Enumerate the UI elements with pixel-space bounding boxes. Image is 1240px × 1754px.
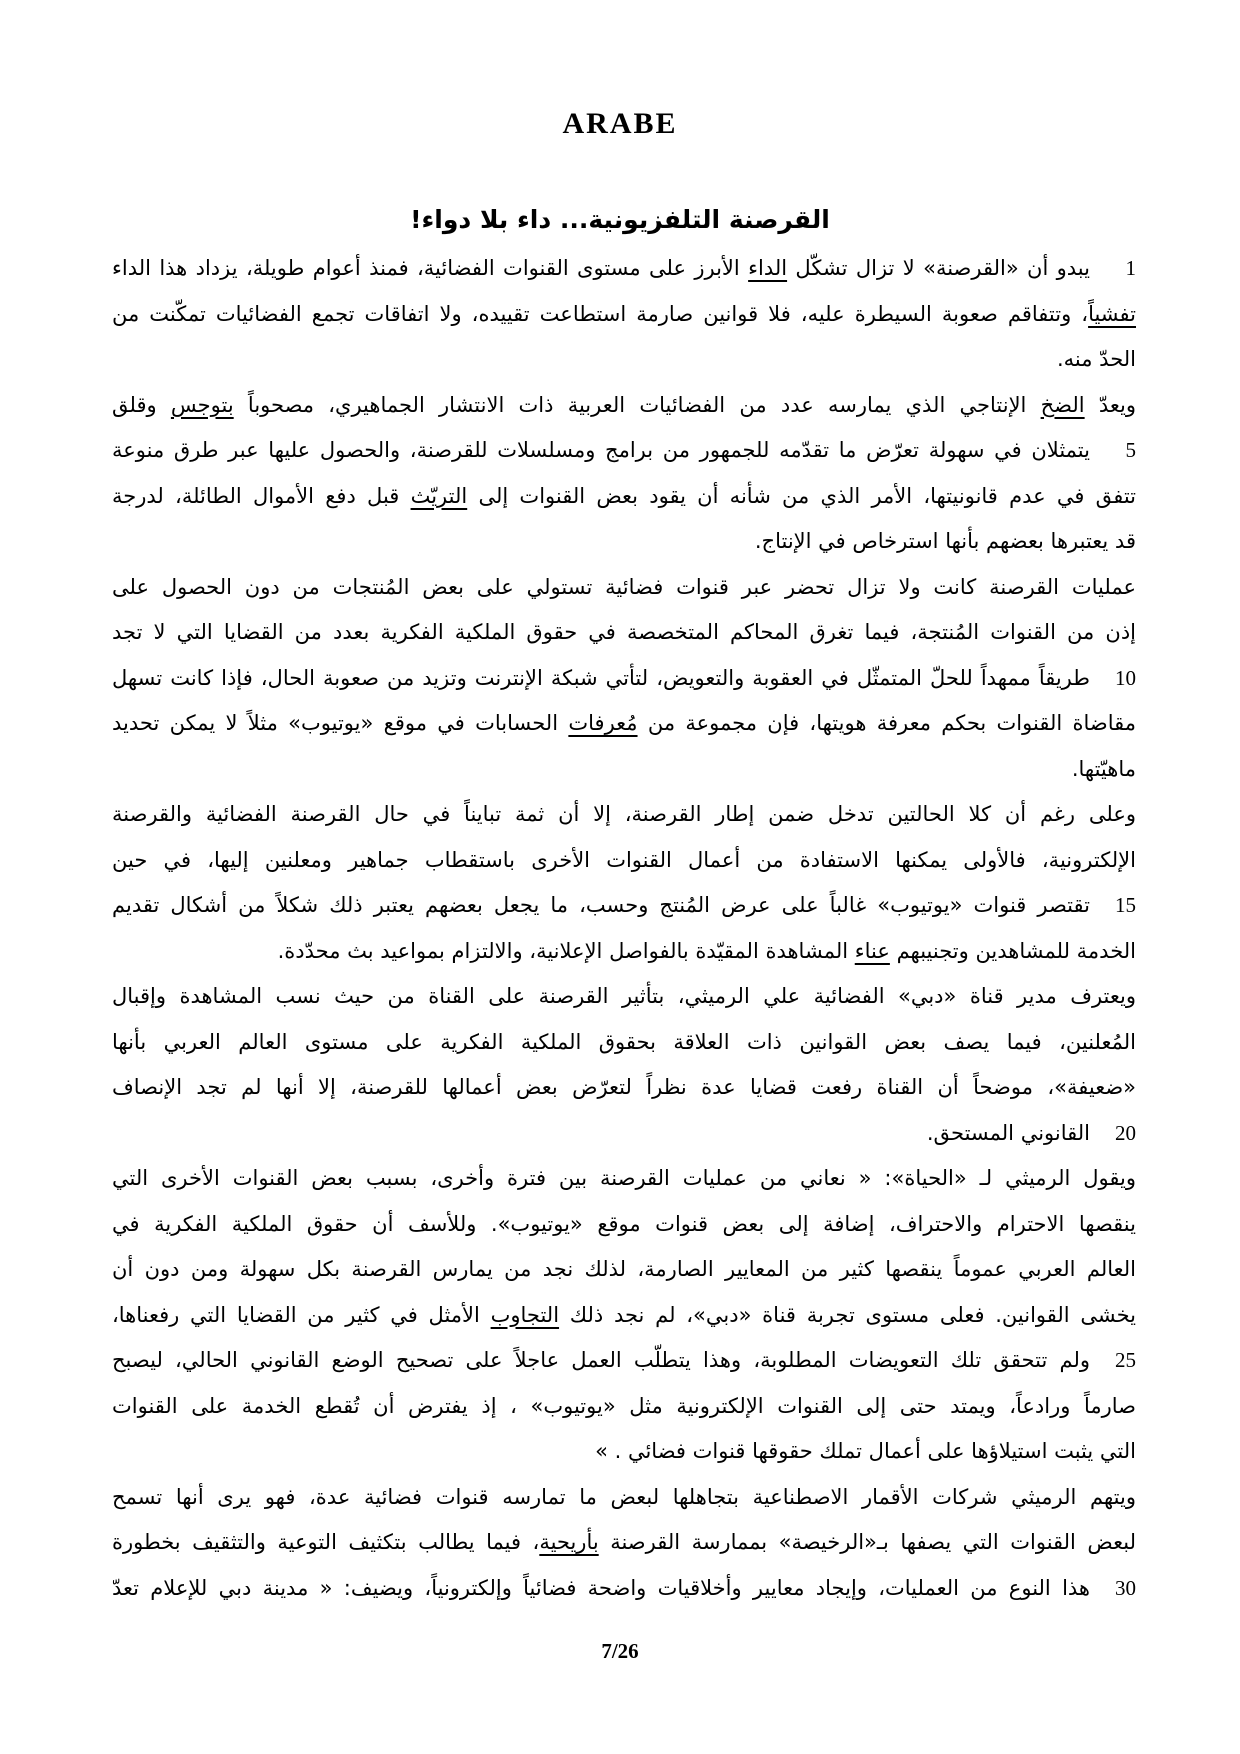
underlined-word: تفشياً	[1088, 301, 1136, 326]
text-segment: عمليات القرصنة كانت ولا تزال تحضر عبر قنوات فضائية تستولي على بعض المُنتجات من دون الحصول على	[112, 574, 1136, 599]
text-segment: «ضعيفة»، موضحاً أن القناة رفعت قضايا عدة نظراً لتعرّض بعض أعمالها للقرصنة، إلا أنها لم تجد الإنصاف	[112, 1075, 1136, 1099]
text-line	[112, 1020, 1136, 1066]
text-line	[112, 974, 1136, 1020]
text-segment: القانوني المستحق.	[926, 1120, 1090, 1145]
line-text	[112, 1065, 1136, 1111]
line-text	[112, 1384, 1136, 1430]
line-text	[112, 1293, 1136, 1339]
text-line	[112, 428, 1136, 474]
text-segment: يبدو أن «القرصنة» لا تزال تشكّل	[787, 256, 1090, 280]
text-line	[112, 337, 1136, 383]
text-line	[112, 1338, 1136, 1384]
text-line	[112, 929, 1136, 975]
line-text	[112, 747, 1136, 793]
underlined-word: الداء	[748, 256, 788, 280]
text-segment: يتمثلان في سهولة تعرّض ما تقدّمه للجمهور من برامج ومسلسلات للقرصنة، والحصول عليها عبر طرق منوعة	[112, 438, 1090, 462]
text-line	[112, 474, 1136, 520]
underlined-word: التجاوب	[490, 1302, 560, 1327]
line-text	[112, 1247, 1136, 1293]
text-segment: ولم تتحقق تلك التعويضات المطلوبة، وهذا يتطلّب العمل عاجلاً على تصحيح الوضع القانوني الحالي، ليصبح	[112, 1348, 1090, 1372]
text-segment: ماهيّتها.	[1071, 756, 1136, 781]
text-line	[112, 1384, 1136, 1430]
text-line	[112, 838, 1136, 884]
text-line	[112, 1202, 1136, 1248]
line-text	[112, 883, 1090, 929]
text-line	[112, 1566, 1136, 1612]
line-number: 5	[1125, 438, 1136, 462]
text-segment: إذن من القنوات المُنتجة، فيما تغرق المحاكم المتخصصة في حقوق الملكية الفكرية بعدد من القضايا التي لا تجد	[112, 620, 1136, 644]
text-segment: المُعلنين، فيما يصف بعض القوانين ذات العلاقة بحقوق الملكية الفكرية على مستوى العالم العربي بأنها	[112, 1029, 1136, 1054]
text-line	[112, 792, 1136, 838]
underlined-word: عناء	[854, 938, 890, 963]
text-segment: هذا النوع من العمليات، وإيجاد معايير وأخلاقيات واضحة فضائياً وإلكترونياً، ويضيف: « مدينة دبي للإعلام تعدّ	[112, 1575, 1090, 1600]
text-line	[112, 747, 1136, 793]
text-line	[112, 1111, 1136, 1157]
line-number: 1	[1125, 256, 1136, 280]
underlined-word: التريّث	[410, 483, 468, 508]
text-segment: الإلكترونية، فالأولى يمكنها الاستفادة من أعمال القنوات الأخرى باستقطاب جماهير ومعلنين إليها، في حين	[112, 847, 1136, 872]
line-text	[112, 701, 1136, 747]
line-text	[112, 1338, 1090, 1384]
text-segment: الخدمة للمشاهدين وتجنيبهم	[889, 938, 1136, 963]
underlined-word: مُعرفات	[568, 711, 638, 735]
text-segment: قد يعتبرها بعضهم بأنها استرخاص في الإنتاج.	[754, 529, 1136, 553]
text-segment: يخشى القوانين. فعلى مستوى تجربة قناة «دبي»، لم نجد ذلك	[559, 1302, 1136, 1327]
underlined-word: بتوجس	[170, 392, 234, 417]
text-segment: الأبرز على مستوى القنوات الفضائية، فمنذ أعوام طويلة، يزداد هذا الداء	[112, 256, 749, 280]
text-segment: الأمثل في كثير من القضايا التي رفعناها،	[112, 1302, 491, 1327]
text-segment: قبل دفع الأموال الطائلة، لدرجة	[112, 483, 411, 508]
text-segment: تتفق في عدم قانونيتها، الأمر الذي من شأنه أن يقود بعض القنوات إلى	[467, 483, 1136, 508]
text-segment: تقتصر قنوات «يوتيوب» غالباً على عرض المُنتج وحسب، ما يجعل بعضهم يعتبر ذلك شكلاً من أشكال تقديم	[112, 893, 1090, 917]
line-text	[112, 474, 1136, 520]
page-title: ARABE	[562, 107, 678, 140]
text-line	[112, 610, 1136, 656]
article-title: القرصنة التلفزيونية... داء بلا دواء!	[410, 205, 830, 234]
line-text	[112, 838, 1136, 884]
text-segment: التي يثبت استيلاؤها على أعمال تملك حقوقها قنوات فضائي . »	[595, 1439, 1136, 1463]
line-text	[112, 1020, 1136, 1066]
text-segment: ينقصها الاحترام والاحتراف، إضافة إلى بعض قنوات موقع «يوتيوب». وللأسف أن حقوق الملكية الفكرية في	[112, 1211, 1136, 1236]
line-text	[112, 792, 1136, 838]
text-segment: لبعض القنوات التي يصفها بـ«الرخيصة» بممارسة القرصنة	[598, 1530, 1136, 1554]
line-number: 15	[1115, 893, 1136, 917]
text-line	[112, 1247, 1136, 1293]
text-line	[112, 701, 1136, 747]
text-segment: طريقاً ممهداً للحلّ المتمثّل في العقوبة والتعويض، لتأتي شبكة الإنترنت وتزيد من صعوبة الحال، فإذا كانت تسهل	[112, 665, 1090, 690]
text-line	[112, 656, 1136, 702]
text-segment: صارماً ورادعاً، ويمتد حتى إلى القنوات الإلكترونية مثل «يوتيوب» ، إذ يفترض أن تُقطع الخدمة على القنوات	[112, 1393, 1136, 1418]
text-segment: ويعترف مدير قناة «دبي» الفضائية علي الرميثي، بتأثير القرصنة على القناة من حيث نسب المشاهدة وإقبال	[112, 984, 1136, 1008]
text-line	[112, 565, 1136, 611]
text-line	[112, 1520, 1136, 1566]
text-segment: الحدّ منه.	[1056, 347, 1136, 371]
text-segment: ويقول الرميثي لـ «الحياة»: « نعاني من عمليات القرصنة بين فترة وأخرى، بسبب بعض القنوات الأخرى التي	[112, 1166, 1136, 1190]
line-text	[112, 1429, 1136, 1475]
line-text	[112, 1566, 1090, 1612]
text-line	[112, 1156, 1136, 1202]
line-text	[112, 929, 1136, 975]
text-line	[112, 519, 1136, 565]
line-text	[112, 656, 1090, 702]
text-line	[112, 1429, 1136, 1475]
text-segment: وعلى رغم أن كلا الحالتين تدخل ضمن إطار القرصنة، إلا أن ثمة تبايناً في حال القرصنة الفضائية والقرصنة	[112, 802, 1136, 826]
text-segment: المشاهدة المقيّدة بالفواصل الإعلانية، والالتزام بمواعيد بث محدّدة.	[277, 938, 855, 963]
line-text	[112, 383, 1136, 429]
line-text	[112, 428, 1090, 474]
text-line	[112, 1475, 1136, 1521]
line-text	[112, 337, 1136, 383]
line-number: 10	[1115, 665, 1136, 690]
text-line	[112, 883, 1136, 929]
line-text	[112, 519, 1136, 565]
text-segment: ويعدّ	[1084, 392, 1136, 417]
line-text	[112, 246, 1090, 292]
text-line	[112, 383, 1136, 429]
text-line	[112, 292, 1136, 338]
line-text	[112, 610, 1136, 656]
text-segment: الإنتاجي الذي يمارسه عدد من الفضائيات العربية ذات الانتشار الجماهيري، مصحوباً	[233, 392, 1041, 417]
text-segment: ويتهم الرميثي شركات الأقمار الاصطناعية بتجاهلها لبعض ما تمارسه قنوات فضائية عدة، فهو يرى أنها تسمح	[112, 1484, 1136, 1509]
text-line	[112, 246, 1136, 292]
text-segment: مقاضاة القنوات بحكم معرفة هويتها، فإن مجموعة من	[637, 711, 1136, 735]
text-line	[112, 1065, 1136, 1111]
text-line	[112, 1293, 1136, 1339]
line-text	[112, 1156, 1136, 1202]
line-number: 25	[1115, 1348, 1136, 1372]
text-segment: وقلق	[112, 392, 171, 417]
line-text	[112, 1520, 1136, 1566]
line-text	[112, 565, 1136, 611]
line-text	[112, 974, 1136, 1020]
page-number: 7/26	[601, 1639, 639, 1663]
line-number: 30	[1115, 1575, 1136, 1600]
line-text	[112, 1202, 1136, 1248]
line-text	[112, 1111, 1090, 1157]
text-segment: ، وتتفاقم صعوبة السيطرة عليه، فلا قوانين صارمة استطاعت تقييده، ولا اتفاقات تجمع الفضائيات تمكّنت من	[112, 301, 1089, 326]
line-text	[112, 1475, 1136, 1521]
text-segment: العالم العربي عموماً ينقصها كثير من المعايير الصارمة، لذلك نجد من يمارس القرصنة بكل سهولة ومن دون أن	[112, 1257, 1136, 1281]
underlined-word: بأريحية	[539, 1530, 599, 1554]
line-text	[112, 292, 1136, 338]
text-segment: الحسابات في موقع «يوتيوب» مثلاً لا يمكن تحديد	[112, 711, 569, 735]
text-segment: ، فيما يطالب بتكثيف التوعية والتثقيف بخطورة	[112, 1530, 540, 1554]
line-number: 20	[1115, 1120, 1136, 1145]
underlined-word: الضخ	[1040, 392, 1085, 417]
text-block	[112, 246, 1136, 1611]
